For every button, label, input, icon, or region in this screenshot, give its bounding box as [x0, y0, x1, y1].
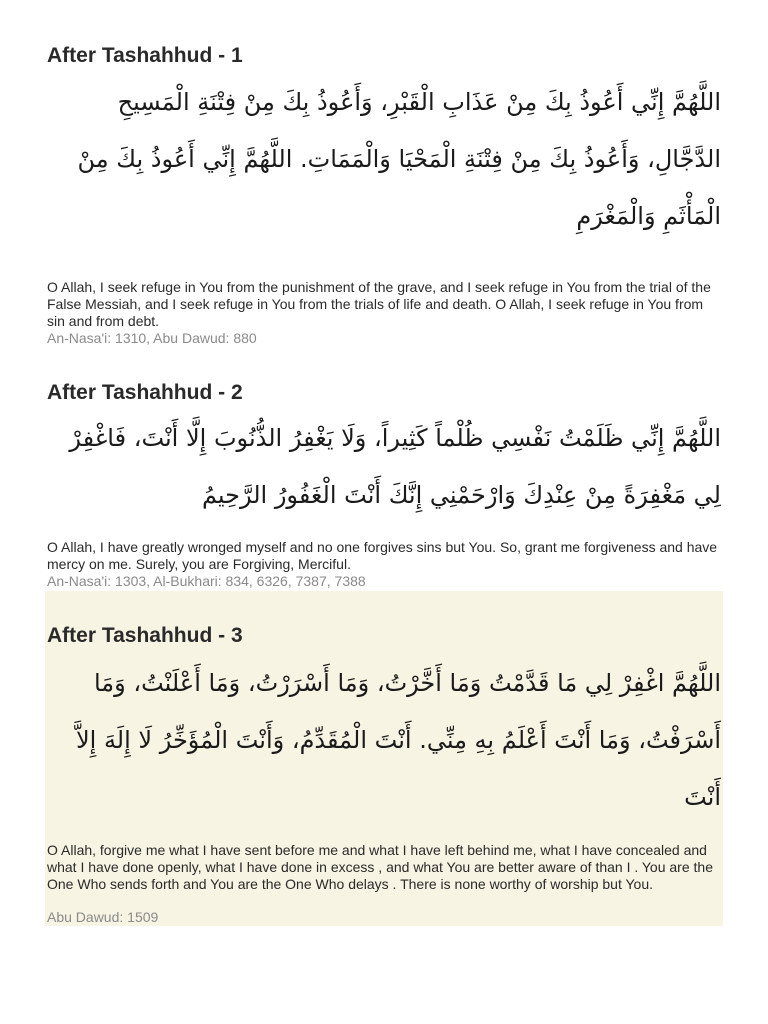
section-heading: After Tashahhud - 1 [47, 44, 243, 67]
translation-text: O Allah, I seek refuge in You from the punishment of the grave, and I seek refuge in You from the trial of the False Messiah, and I seek refuge in You from the trials of life and death. O Allah, I seek refuge in You from sin and from debt. [47, 279, 711, 329]
translation-text: O Allah, I have greatly wronged myself and no one forgives sins but You. So, grant me forgiveness and have mercy on me. Surely, you are Forgiving, Merciful. [47, 539, 718, 572]
dua-section-2 [45, 380, 723, 592]
hadith-reference: Abu Dawud: 1509 [47, 909, 159, 925]
hadith-reference: An-Nasa'i: 1303, Al-Bukhari: 834, 6326, 7387, 7388 [47, 573, 366, 589]
hadith-reference: An-Nasa'i: 1310, Abu Dawud: 880 [47, 330, 257, 346]
section-heading: After Tashahhud - 2 [47, 381, 243, 404]
dua-section-3 [45, 591, 723, 926]
dua-section-1 [45, 43, 723, 348]
arabic-text: اللَّهُمَّ إِنِّي أَعُوذُ بِكَ مِنْ عَذَابِ الْقَبْرِ، وَأَعُوذُ بِكَ مِنْ فِتْنَةِ الْمَسِيحِ الدَّجَّالِ، وَأَعُوذُ بِكَ مِنْ فِتْنَةِ الْمَحْيَا وَالْمَمَاتِ. اللَّهُمَّ إِنِّي أَعُوذُ بِكَ مِنْ الْمَأْثَمِ وَالْمَغْرَمِ [77, 88, 721, 230]
translation-text: O Allah, forgive me what I have sent before me and what I have left behind me, what I have concealed and what I have done openly, what I have done in excess , and what You are better aware of than I . You are the One Who sends forth and You are the One Who delays . There is none worthy of worship but You. [47, 842, 713, 892]
section-heading: After Tashahhud - 3 [47, 624, 243, 647]
arabic-text: اللَّهُمَّ اغْفِرْ لِي مَا قَدَّمْتُ وَمَا أَخَّرْتُ، وَمَا أَسْرَرْتُ، وَمَا أَعْلَنْتُ، وَمَا أَسْرَفْتُ، وَمَا أَنْتَ أَعْلَمُ بِهِ مِنِّي. أَنْتَ الْمُقَدِّمُ، وَأَنْتَ الْمُؤَخِّرُ لَا إِلَهَ إِلاَّ أَنْتَ [75, 669, 721, 811]
arabic-text: اللَّهُمَّ إِنِّي ظَلَمْتُ نَفْسِي ظُلْماً كَثِيراً، وَلَا يَغْفِرُ الذُّنُوبَ إِلَّا أَنْتَ، فَاغْفِرْ لِي مَغْفِرَةً مِنْ عِنْدِكَ وَارْحَمْنِي إِنَّكَ أَنْتَ الْغَفُورُ الرَّحِيمُ [69, 424, 721, 509]
